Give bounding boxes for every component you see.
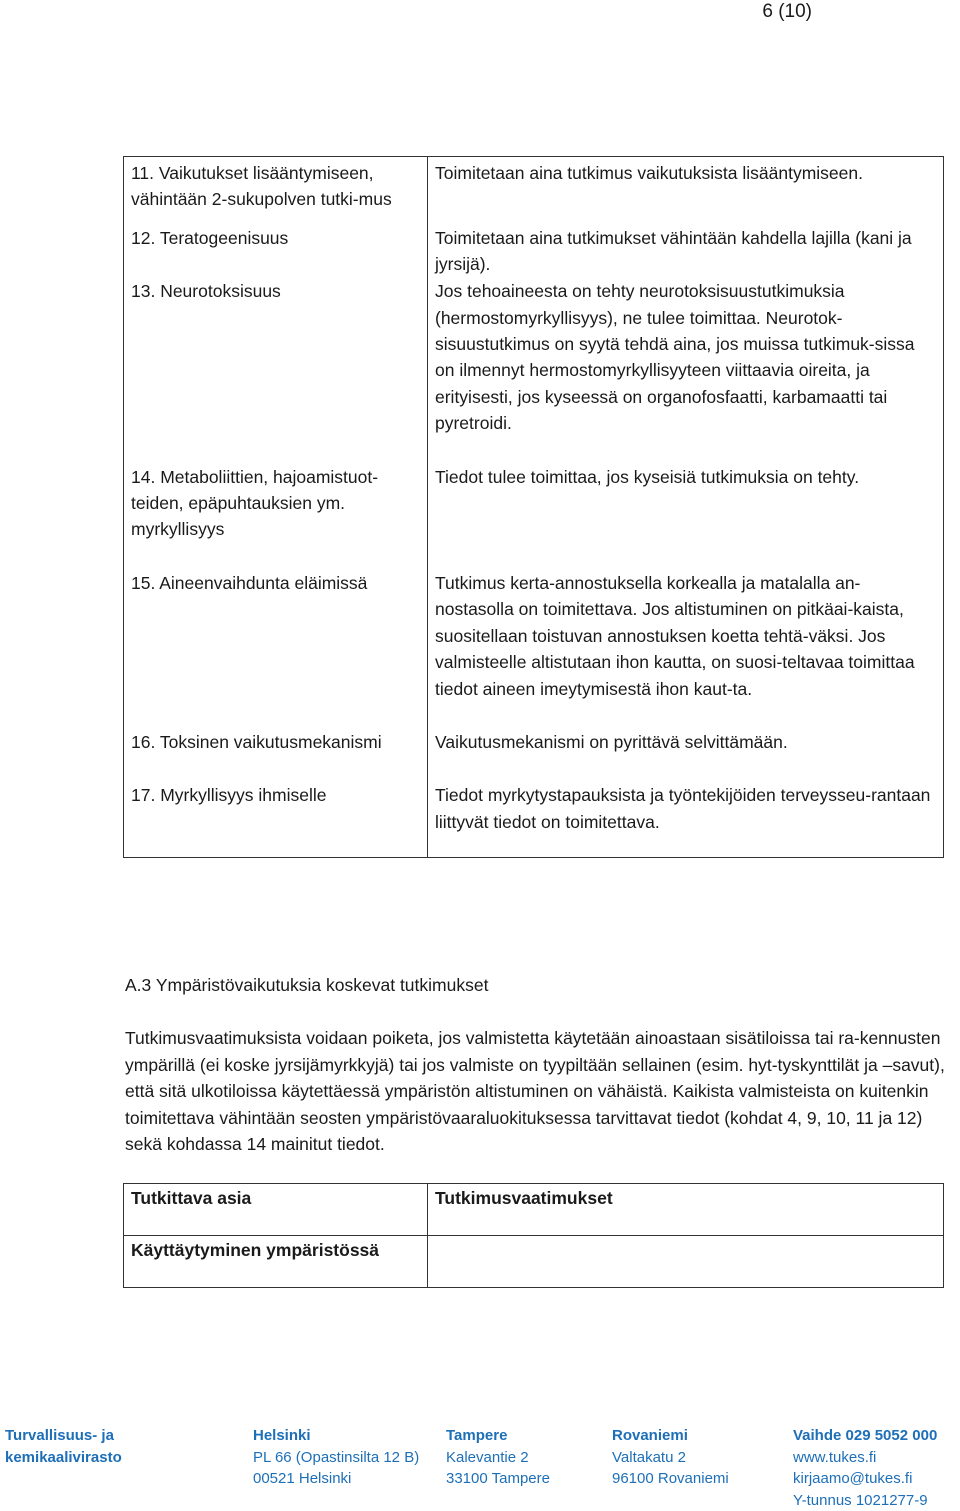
row-subject: Käyttäytyminen ympäristössä xyxy=(124,1236,427,1287)
table-row xyxy=(124,570,944,729)
footer-agency-line: Turvallisuus- ja xyxy=(5,1425,122,1447)
row-subject: 13. Neurotoksisuus xyxy=(124,278,427,304)
row-requirement: Tiedot tulee toimittaa, jos kyseisiä tutkimuksia on tehty. xyxy=(428,464,943,490)
footer-business-id: Y-tunnus 1021277-9 xyxy=(793,1490,937,1511)
row-requirement: Jos tehoaineesta on tehty neurotoksisuustutkimuksia (hermostomyrkyllisyys), ne tulee toimittaa. Neurotok-sisuustutkimus on syytä tehdä aina, jos muissa tutkimuk-sissa on ilmennyt hermostomyrkyllisyyteen viittaavia oireita, ja erityisesti, jos kyseessä on organofosfaatti, karbamaatti tai pyretroidi. xyxy=(428,278,943,463)
page-number: 6 (10) xyxy=(762,1,812,23)
row-requirement: Toimitetaan aina tutkimus vaikutuksista lisääntymiseen. xyxy=(428,157,943,186)
row-subject: 15. Aineenvaihdunta eläimissä xyxy=(124,570,427,596)
footer-contact xyxy=(793,1425,937,1511)
footer-email: kirjaamo@tukes.fi xyxy=(793,1468,937,1490)
footer-office-name: Tampere xyxy=(446,1425,550,1447)
footer-address-line: 33100 Tampere xyxy=(446,1468,550,1490)
column-header-requirement: Tutkimusvaatimukset xyxy=(428,1184,943,1211)
footer-tampere xyxy=(446,1425,550,1490)
footer-phone: Vaihde 029 5052 000 xyxy=(793,1425,937,1447)
row-requirement: Tutkimus kerta-annostuksella korkealla ja matalalla an-nostasolla on toimitettava. Jos altistuminen on pitkäai-kaista, suositellaan toistuvan annostuksen koetta tehtä-väksi. Jos valmisteelle altistutaan ihon kautta, on suosi-teltavaa toimittaa tiedot aineen imeytymisestä ihon kaut-ta. xyxy=(428,570,943,729)
table-row xyxy=(124,782,944,857)
table-row xyxy=(124,729,944,782)
footer-agency-line: kemikaalivirasto xyxy=(5,1447,122,1469)
table-row xyxy=(124,157,944,225)
footer-office-name: Rovaniemi xyxy=(612,1425,729,1447)
row-subject: 11. Vaikutukset lisääntymiseen, vähintään 2-sukupolven tutki-mus xyxy=(124,157,427,225)
footer-rovaniemi xyxy=(612,1425,729,1490)
footer-agency xyxy=(5,1425,122,1468)
row-subject: 16. Toksinen vaikutusmekanismi xyxy=(124,729,427,782)
footer-helsinki xyxy=(253,1425,419,1490)
table-row xyxy=(124,464,944,570)
row-requirement: Toimitetaan aina tutkimukset vähintään kahdella lajilla (kani ja jyrsijä). xyxy=(428,225,943,278)
section-paragraph: Tutkimusvaatimuksista voidaan poiketa, jos valmistetta käytetään ainoastaan sisätiloissa tai ra-kennusten ympärillä (ei koske jyrsijämyrkkyjä) tai jos valmiste on tyypiltään sellainen (esim. hyt-tyskynttilät ja –savut), että sitä ulkotiloissa käytettäessä ympäristön altistuminen on vähäistä. Kaikista valmisteista on kuitenkin toimitettava vähintään seosten ympäristövaaraluokituksessa tarvittavat tiedot (kohdat 4, 9, 10, 11 ja 12) sekä kohdassa 14 mainitut tiedot. xyxy=(125,1025,955,1158)
table-row xyxy=(124,225,944,278)
footer-address-line: 96100 Rovaniemi xyxy=(612,1468,729,1490)
table-row xyxy=(124,278,944,463)
table-header-row xyxy=(124,1184,944,1236)
footer-address-line: Valtakatu 2 xyxy=(612,1447,729,1469)
row-requirement: Vaikutusmekanismi on pyrittävä selvittämään. xyxy=(428,729,943,755)
row-subject: 12. Teratogeenisuus xyxy=(124,225,427,278)
page-footer xyxy=(0,1425,960,1509)
footer-office-name: Helsinki xyxy=(253,1425,419,1447)
row-requirement: Tiedot myrkytystapauksista ja työntekijöiden terveysseu-rantaan liittyvät tiedot on toimitettava. xyxy=(428,782,943,857)
footer-address-line: PL 66 (Opastinsilta 12 B) xyxy=(253,1447,419,1469)
row-requirement xyxy=(428,1236,943,1237)
table-row xyxy=(124,1236,944,1288)
environment-requirements-table xyxy=(123,1183,944,1288)
footer-website: www.tukes.fi xyxy=(793,1447,937,1469)
footer-address-line: Kalevantie 2 xyxy=(446,1447,550,1469)
row-subject: 14. Metaboliittien, hajoamistuot-teiden, epäpuhtauksien ym. myrkyllisyys xyxy=(124,464,427,570)
toxicology-requirements-table xyxy=(123,156,944,858)
column-header-subject: Tutkittava asia xyxy=(124,1184,427,1235)
row-subject: 17. Myrkyllisyys ihmiselle xyxy=(124,782,427,808)
section-heading: A.3 Ympäristövaikutuksia koskevat tutkimukset xyxy=(125,975,488,996)
footer-address-line: 00521 Helsinki xyxy=(253,1468,419,1490)
